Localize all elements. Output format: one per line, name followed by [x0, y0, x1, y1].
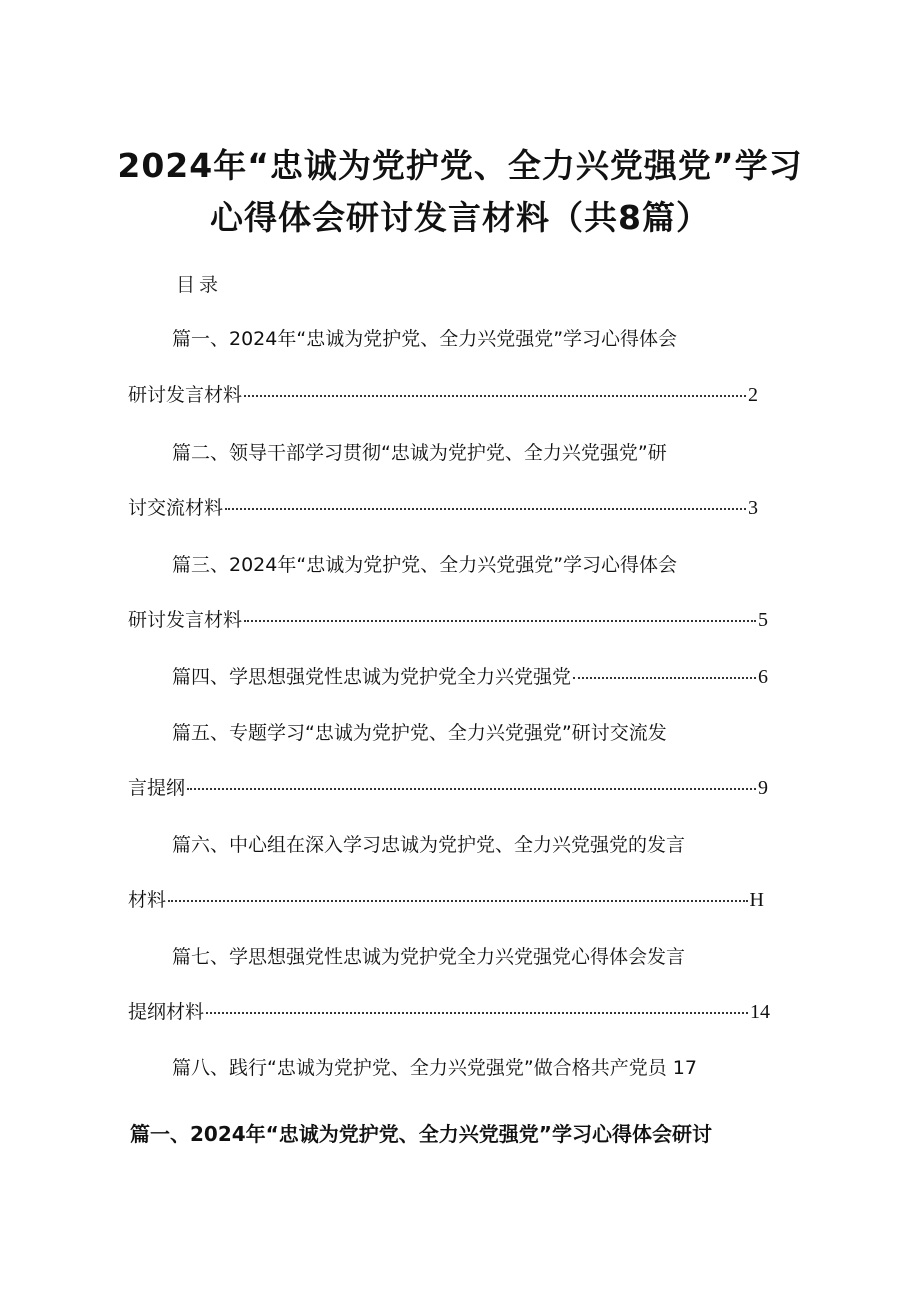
toc-entry-7-page: 14	[750, 1001, 770, 1023]
toc-entry-6-continuation[interactable]	[128, 885, 764, 912]
toc-entry-6-page: H	[749, 889, 764, 911]
dot-leader	[244, 395, 746, 397]
toc-entry-3-text: 研讨发言材料	[128, 609, 243, 631]
document-title-line-2: 心得体会研讨发言材料（共8篇）	[210, 198, 710, 237]
toc-entry-5-text: 言提纲	[128, 777, 186, 799]
document-title-line-1: 2024年“忠诚为党护党、全力兴党强党”学习	[117, 146, 803, 185]
section-heading: 篇一、2024年“忠诚为党护党、全力兴党强党”学习心得体会研讨	[130, 1122, 712, 1146]
toc-entry-6-text: 材料	[128, 889, 167, 911]
toc-entry-6-title[interactable]: 篇六、中心组在深入学习忠诚为党护党、全力兴党强党的发言	[172, 834, 686, 856]
toc-entry-7-title[interactable]: 篇七、学思想强党性忠诚为党护党全力兴党强党心得体会发言	[172, 946, 686, 968]
dot-leader	[206, 1012, 748, 1014]
toc-entry-1-text: 研讨发言材料	[128, 384, 243, 406]
toc-heading: 目录	[176, 274, 223, 296]
toc-entry-2-title[interactable]: 篇二、领导干部学习贯彻“忠诚为党护党、全力兴党强党”研	[172, 442, 667, 464]
toc-entry-2-page: 3	[748, 497, 758, 519]
toc-entry-2-continuation[interactable]	[128, 493, 758, 520]
toc-entry-1-page: 2	[748, 384, 758, 406]
toc-entry-3-page: 5	[758, 609, 768, 631]
toc-entry-1-continuation[interactable]	[128, 380, 758, 407]
toc-entry-5-title[interactable]: 篇五、专题学习“忠诚为党护党、全力兴党强党”研讨交流发	[172, 722, 667, 744]
dot-leader	[244, 620, 756, 622]
toc-entry-4[interactable]	[172, 662, 768, 689]
dot-leader	[573, 677, 756, 679]
toc-entry-5-page: 9	[758, 777, 768, 799]
dot-leader	[187, 788, 756, 790]
toc-entry-4-title: 篇四、学思想强党性忠诚为党护党全力兴党强党	[172, 666, 572, 688]
toc-entry-5-continuation[interactable]	[128, 773, 768, 800]
toc-entry-3-continuation[interactable]	[128, 605, 768, 632]
toc-entry-4-page: 6	[758, 666, 768, 688]
toc-entry-1-title[interactable]: 篇一、2024年“忠诚为党护党、全力兴党强党”学习心得体会	[172, 328, 678, 350]
dot-leader	[225, 508, 746, 510]
toc-entry-8-title[interactable]: 篇八、践行“忠诚为党护党、全力兴党强党”做合格共产党员 17	[172, 1057, 697, 1079]
toc-entry-3-title[interactable]: 篇三、2024年“忠诚为党护党、全力兴党强党”学习心得体会	[172, 554, 678, 576]
toc-entry-2-text: 讨交流材料	[128, 497, 224, 519]
dot-leader	[168, 900, 748, 902]
toc-entry-7-text: 提纲材料	[128, 1001, 205, 1023]
toc-entry-7-continuation[interactable]	[128, 997, 770, 1024]
